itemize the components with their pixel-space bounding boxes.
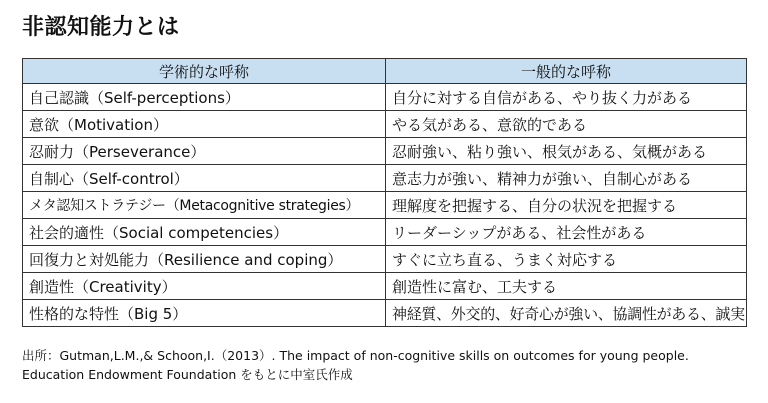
general-term-cell: 神経質、外交的、好奇心が強い、協調性がある、誠実 (386, 300, 747, 327)
general-term-cell: 創造性に富む、工夫する (386, 273, 747, 300)
column-header-academic: 学術的な呼称 (23, 59, 386, 84)
table-row (23, 300, 747, 327)
academic-term-cell: 意欲（Motivation） (23, 111, 386, 138)
general-term-cell: 忍耐強い、粘り強い、根気がある、気概がある (386, 138, 747, 165)
general-term-cell: リーダーシップがある、社会性がある (386, 219, 747, 246)
table-row (23, 273, 747, 300)
source-note: 出所：Gutman,L.M.,& Schoon,I.（2013）. The impact of non-cognitive skills on outcomes for young people. Education Endowment Foundation をもとに中室氏作成 (22, 348, 689, 382)
general-term-cell: 自分に対する自信がある、やり抜く力がある (386, 84, 747, 111)
table-row (23, 111, 747, 138)
page-title: 非認知能力とは (22, 15, 180, 40)
table-row (23, 219, 747, 246)
academic-term-cell: メタ認知ストラテジー（Metacognitive strategies） (23, 192, 386, 219)
table-row (23, 192, 747, 219)
general-term-cell: 意志力が強い、精神力が強い、自制心がある (386, 165, 747, 192)
general-term-cell: 理解度を把握する、自分の状況を把握する (386, 192, 747, 219)
table-row (23, 84, 747, 111)
table-row (23, 165, 747, 192)
academic-term-cell: 自制心（Self-control） (23, 165, 386, 192)
table-row (23, 246, 747, 273)
table-row (23, 138, 747, 165)
general-term-cell: やる気がある、意欲的である (386, 111, 747, 138)
table-header-row (23, 59, 747, 84)
academic-term-cell: 忍耐力（Perseverance） (23, 138, 386, 165)
academic-term-cell: 創造性（Creativity） (23, 273, 386, 300)
academic-term-cell: 性格的な特性（Big 5） (23, 300, 386, 327)
non-cognitive-skills-table (22, 58, 747, 327)
academic-term-cell: 回復力と対処能力（Resilience and coping） (23, 246, 386, 273)
academic-term-cell: 社会的適性（Social competencies） (23, 219, 386, 246)
column-header-general: 一般的な呼称 (386, 59, 747, 84)
general-term-cell: すぐに立ち直る、うまく対応する (386, 246, 747, 273)
academic-term-cell: 自己認識（Self-perceptions） (23, 84, 386, 111)
